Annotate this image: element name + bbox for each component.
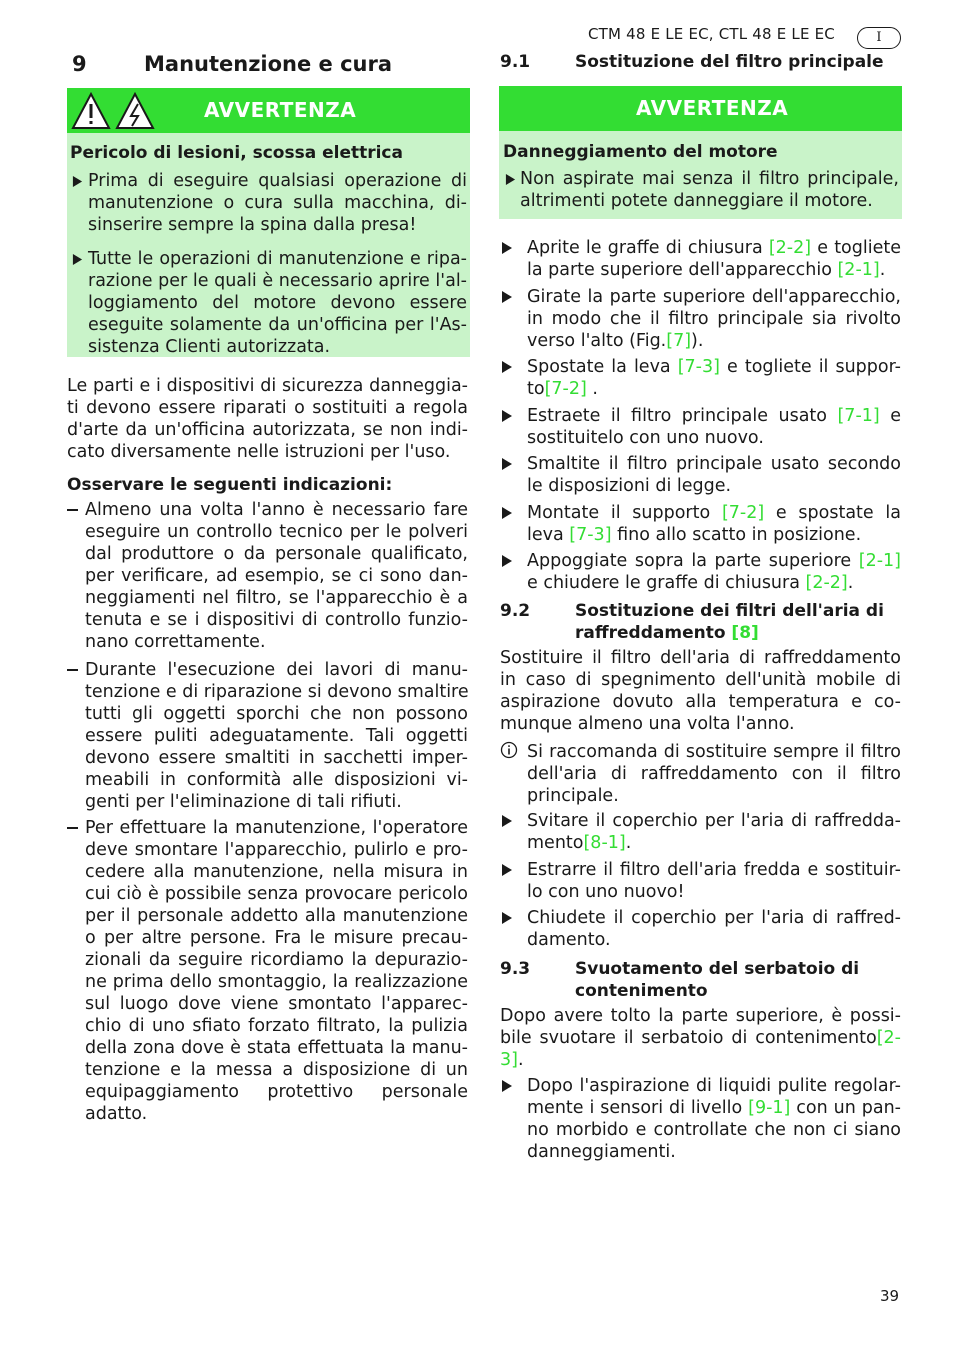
subsection-title-9-1: Sostituzione del filtro principale	[575, 52, 884, 72]
subsection-number-9-1: 9.1	[500, 52, 531, 72]
text-line	[527, 405, 901, 427]
figure-reference: [2-1]	[858, 551, 901, 571]
text-segment: e	[879, 406, 901, 426]
text-segment: e chiudere le graffe di chiusura	[527, 573, 806, 593]
text-line: principale.	[527, 786, 619, 806]
text-line: essere puliti adeguatamente. Tali oggetti	[85, 726, 468, 746]
text-segment: .	[847, 573, 854, 593]
text-segment: Spostate la leva	[527, 357, 678, 377]
text-segment: Montate il supporto	[527, 503, 722, 523]
text-line: Tutte le operazioni di manutenzione e ripa-	[88, 249, 467, 269]
text-line: nano correttamente.	[85, 632, 266, 652]
text-line: tenuta e se i dispositivi di controllo funzio-	[85, 610, 468, 630]
text-line: della zona dove è stata effettuata la manu-	[85, 1038, 468, 1058]
warning-title-2: Danneggiamento del motore	[503, 142, 778, 162]
text-line: devono essere smaltiti in sacchetti imper-	[85, 748, 468, 768]
text-line	[527, 859, 901, 881]
bullet-arrow-icon	[501, 458, 513, 470]
text-line: ne prima dello smontaggio, la realizzazione	[85, 972, 468, 992]
text-line	[527, 550, 901, 572]
text-line: sistenza Clienti autorizzata.	[88, 337, 331, 357]
text-line: in caso di spegnimento dell'unità mobile di	[500, 670, 901, 690]
info-note	[500, 741, 518, 763]
text-line: Sostituire il filtro dell'aria di raffreddamento	[500, 648, 901, 668]
text-segment: Aprite le graffe di chiusura	[527, 238, 769, 258]
text-line: tutti gli oggetti sporchi che non possono	[85, 704, 468, 724]
page-number: 39	[880, 1287, 900, 1305]
bullet-arrow-icon	[501, 410, 513, 422]
text-line: Almeno una volta l'anno è necessario fare	[85, 500, 468, 520]
text-segment: le disposizioni di legge.	[527, 476, 732, 496]
text-line: Per effettuare la manutenzione, l'operatore	[85, 818, 468, 838]
text-line	[500, 1027, 901, 1049]
text-segment: sostituitelo con uno nuovo.	[527, 428, 764, 448]
dash-bullet	[67, 669, 78, 671]
text-line	[527, 907, 901, 929]
subsection-title-9-3-line1: Svuotamento del serbatoio di	[575, 959, 860, 979]
text-segment: to	[527, 379, 545, 399]
text-line: o per altre persone. Fra le misure precau-	[85, 928, 468, 948]
figure-reference: [8-1]	[583, 833, 626, 853]
subsection-title-9-2-line2	[575, 623, 759, 643]
text-line	[500, 1005, 901, 1027]
subsection-title-9-2-text: raffreddamento	[575, 623, 732, 643]
text-line	[527, 237, 901, 259]
text-line	[527, 427, 901, 449]
text-segment: danneggiamenti.	[527, 1142, 676, 1162]
bullet-arrow-icon	[501, 361, 513, 373]
language-badge: I	[857, 27, 901, 49]
text-line: cato diversamente nelle istruzioni per l'uso.	[67, 442, 451, 462]
text-line: chio di uno sfiato forzato filtrato, la pulizia	[85, 1016, 468, 1036]
warning-body-2	[499, 131, 902, 219]
text-segment: Girate la parte superiore dell'apparecchio,	[527, 287, 901, 307]
text-line: altrimenti potete danneggiare il motore.	[520, 191, 873, 211]
figure-reference: [2-2]	[768, 238, 812, 258]
text-segment: in modo che il filtro principale sia rivolto	[527, 309, 901, 329]
text-line: Durante l'esecuzione dei lavori di manu-	[85, 660, 468, 680]
warning-body	[67, 133, 470, 357]
warning-label: AVVERTENZA	[204, 98, 357, 122]
text-line: equipaggiamento protettivo personale	[85, 1082, 468, 1102]
text-segment: damento.	[527, 930, 611, 950]
subsection-title-9-2-ref: [8]	[731, 623, 759, 643]
text-line	[527, 810, 901, 832]
text-line: Prima di eseguire qualsiasi operazione di	[88, 171, 467, 191]
text-line: Non aspirate mai senza il filtro principale,	[520, 169, 899, 189]
info-text	[527, 741, 901, 807]
text-line	[527, 1141, 901, 1163]
text-line: d'arte da un'officina autorizzata, se non indi-	[67, 420, 468, 440]
text-line: dell'aria di raffreddamento con il filtro	[527, 764, 901, 784]
bullet-arrow-icon	[501, 507, 513, 519]
text-line	[527, 881, 901, 903]
text-line	[527, 308, 901, 330]
figure-reference: [7-2]	[721, 503, 765, 523]
figure-reference: [2-	[876, 1028, 901, 1048]
subsection-number-9-3: 9.3	[500, 959, 531, 979]
text-line: eseguire un controllo tecnico per le polveri	[85, 522, 468, 542]
text-line: aspirazione dovuto alla temperatura e co-	[500, 692, 901, 712]
text-segment: bile svuotare il serbatoio di contenimento	[500, 1028, 877, 1048]
text-segment: e togliete il suppor-	[719, 357, 901, 377]
text-line: zionali da seguire ricordiamo la depurazio-	[85, 950, 468, 970]
warning-label-2: AVVERTENZA	[636, 96, 789, 120]
figure-reference: [7-1]	[837, 406, 880, 426]
text-line: dal produttore o da personale qualificato,	[85, 544, 468, 564]
warning-header	[67, 88, 470, 133]
text-line: munque almeno una volta l'anno.	[500, 714, 795, 734]
text-segment: .	[517, 1050, 524, 1070]
s92-paragraph	[500, 647, 901, 735]
text-segment: .	[625, 833, 632, 853]
text-segment: mento	[527, 833, 584, 853]
text-segment: .	[586, 379, 598, 399]
text-line: cedere alla manutenzione, nella misura in	[85, 862, 468, 882]
text-line: per il personale addetto alla manutenzione	[85, 906, 468, 926]
bullet-arrow-icon	[501, 291, 513, 303]
text-line: razione per le quali è necessario aprire l'al-	[88, 271, 467, 291]
text-segment: Dopo l'aspirazione di liquidi pulite regolar-	[527, 1076, 901, 1096]
header-model: CTM 48 E LE EC, CTL 48 E LE EC	[588, 25, 835, 43]
text-segment: lo con uno nuovo!	[527, 882, 685, 902]
text-line: Le parti e i dispositivi di sicurezza danneggia-	[67, 376, 468, 396]
bullet-arrow-icon	[501, 555, 513, 567]
bullet-arrow-icon	[501, 912, 513, 924]
figure-reference: [7-3]	[569, 525, 612, 545]
text-segment: verso l'alto (Fig.	[527, 331, 667, 351]
figure-reference: [7-3]	[677, 357, 720, 377]
text-line: sul luogo dove viene smontato l'apparec-	[85, 994, 468, 1014]
text-segment: Dopo avere tolto la parte superiore, è possi-	[500, 1006, 901, 1026]
text-line: deve smontare l'apparecchio, pulirlo e pro-	[85, 840, 468, 860]
text-segment: Svitare il coperchio per l'aria di raffredda-	[527, 811, 901, 831]
text-line	[527, 330, 901, 352]
figure-reference: [9-1]	[748, 1098, 791, 1118]
text-line: sinserire sempre la spina dalla presa!	[88, 215, 417, 235]
text-segment: Chiudete il coperchio per l'aria di raffred-	[527, 908, 901, 928]
text-line	[527, 524, 901, 546]
text-line	[527, 378, 901, 400]
warning-header-2	[499, 86, 902, 131]
text-line: genti per l'eliminazione di tali rifiuti.	[85, 792, 402, 812]
figure-reference: 3]	[500, 1050, 518, 1070]
text-line	[527, 1119, 901, 1141]
subsection-number-9-2: 9.2	[500, 601, 531, 621]
text-line: manutenzione o cura sulla macchina, di-	[88, 193, 467, 213]
text-line: adatto.	[85, 1104, 148, 1124]
text-segment: Appoggiate sopra la parte superiore	[527, 551, 859, 571]
text-segment: no morbido e controllate che non ci siano	[527, 1120, 901, 1140]
bullet-arrow-icon	[501, 864, 513, 876]
text-line: eseguite solamente da un'officina per l'As-	[88, 315, 467, 335]
text-line	[527, 502, 901, 524]
warning-title: Pericolo di lesioni, scossa elettrica	[70, 143, 403, 163]
bullet-arrow-icon	[72, 176, 83, 187]
intro-paragraph	[67, 375, 468, 463]
text-line: tenzione e la messa a disposizione di un	[85, 1060, 468, 1080]
text-segment: fino allo scatto in posizione.	[611, 525, 862, 545]
warning-triangle-icon	[71, 92, 157, 130]
text-line	[527, 475, 901, 497]
dash-bullet	[67, 509, 78, 511]
subsection-title-9-2-line1: Sostituzione dei filtri dell'aria di	[575, 601, 884, 621]
bullet-arrow-icon	[72, 254, 83, 265]
section-title: Manutenzione e cura	[144, 52, 393, 76]
bullet-arrow-icon	[501, 242, 513, 254]
text-line: tenzione e di riparazione si devono smaltire	[85, 682, 469, 702]
text-line: per verificare, ad esempio, se ci sono dan-	[85, 566, 468, 586]
text-segment: ).	[691, 331, 704, 351]
bullet-arrow-icon	[501, 1080, 513, 1092]
text-line	[500, 1049, 901, 1071]
bullet-arrow-icon	[505, 174, 516, 185]
text-segment: Smaltite il filtro principale usato secondo	[527, 454, 901, 474]
text-line	[527, 1097, 901, 1119]
text-line	[527, 1075, 901, 1097]
text-segment: e togliete	[811, 238, 901, 258]
text-line: meabili in conformità alle disposizioni vi-	[85, 770, 468, 790]
text-line: cui ciò è possibile senza provocare pericolo	[85, 884, 468, 904]
observe-heading: Osservare le seguenti indicazioni:	[67, 475, 393, 495]
text-line	[527, 832, 901, 854]
section-number: 9	[72, 52, 87, 76]
text-line	[527, 259, 901, 281]
text-line	[527, 286, 901, 308]
text-line: Si raccomanda di sostituire sempre il filtro	[527, 742, 901, 762]
text-segment: Estraete il filtro principale usato	[527, 406, 838, 426]
text-line	[527, 929, 901, 951]
text-line	[527, 453, 901, 475]
dash-bullet	[67, 827, 78, 829]
text-line: ti devono essere riparati o sostituiti a regola	[67, 398, 468, 418]
figure-reference: [2-1]	[837, 260, 880, 280]
info-icon	[500, 741, 518, 759]
text-segment: leva	[527, 525, 570, 545]
text-segment: e spostate la	[764, 503, 901, 523]
text-segment: mente i sensori di livello	[527, 1098, 749, 1118]
figure-reference: [7]	[666, 331, 692, 351]
text-segment: Estrarre il filtro dell'aria fredda e sostituir-	[527, 860, 901, 880]
text-line	[527, 572, 901, 594]
text-line	[527, 356, 901, 378]
s93-paragraph	[500, 1005, 901, 1071]
figure-reference: [7-2]	[544, 379, 587, 399]
text-line: neggiamenti nel filtro, se l'apparecchio è a	[85, 588, 468, 608]
subsection-title-9-3-line2: contenimento	[575, 981, 708, 1001]
text-segment: con un pan-	[790, 1098, 901, 1118]
bullet-arrow-icon	[501, 815, 513, 827]
figure-reference: [2-2]	[805, 573, 848, 593]
text-segment: .	[879, 260, 886, 280]
text-segment: la parte superiore dell'apparecchio	[527, 260, 838, 280]
text-line: loggiamento del motore devono essere	[88, 293, 467, 313]
